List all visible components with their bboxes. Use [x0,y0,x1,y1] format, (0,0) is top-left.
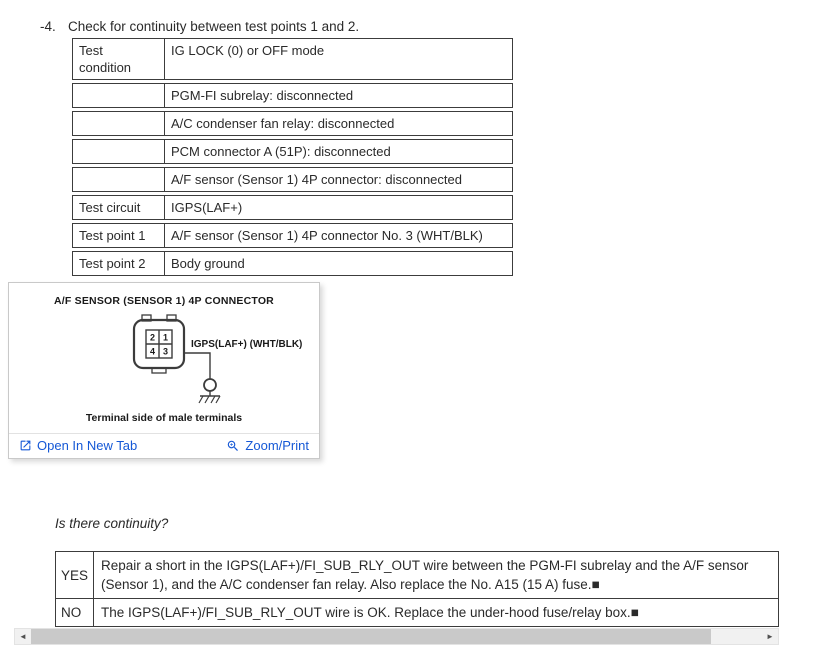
answer-yes-label: YES [56,552,94,599]
figure-image [9,283,319,434]
test-condition-table [72,38,513,279]
horizontal-scrollbar[interactable] [14,628,779,645]
answer-table [55,551,779,627]
answer-yes-text: Repair a short in the IGPS(LAF+)/FI_SUB_RLY_OUT wire between the PGM-FI subrelay and the A/F sensor (Sensor 1), and the A/C condenser fan relay. Also replace the No. A15 (15 A) fuse.■ [94,552,779,599]
pin-number: 4 [149,346,156,357]
table-row [72,167,513,192]
row-label: Test point 2 [73,252,165,275]
pin-number: 1 [162,332,169,343]
table-row [56,552,779,599]
row-value: PCM connector A (51P): disconnected [171,144,391,159]
answer-no-text: The IGPS(LAF+)/FI_SUB_RLY_OUT wire is OK. Replace the under-hood fuse/relay box.■ [94,599,779,627]
scrollbar-track[interactable] [31,629,762,644]
open-in-new-tab-icon [19,439,32,452]
continuity-question: Is there continuity? [55,516,169,531]
table-row [56,599,779,627]
row-label: Test condition [73,39,165,79]
wire-label: IGPS(LAF+) (WHT/BLK) [191,339,303,350]
row-label [73,84,165,107]
row-value: A/F sensor (Sensor 1) 4P connector: disconnected [171,172,462,187]
figure-caption: Terminal side of male terminals [85,412,243,424]
row-label [73,140,165,163]
table-row [72,195,513,220]
zoom-print-link[interactable] [226,438,309,453]
open-in-new-tab-label: Open In New Tab [37,438,138,453]
connector-diagram [14,313,314,411]
table-row [72,223,513,248]
pin-number: 3 [162,346,169,357]
row-value: Body ground [171,256,245,271]
answer-no-label: NO [56,599,94,627]
pin-number: 2 [149,332,156,343]
row-label [73,112,165,135]
row-value: A/F sensor (Sensor 1) 4P connector No. 3 (WHT/BLK) [171,228,483,243]
step-number: -4. [40,19,56,34]
row-label: Test circuit [73,196,165,219]
step-line [40,19,359,34]
row-label [73,168,165,191]
row-value: A/C condenser fan relay: disconnected [171,116,395,131]
figure-title: A/F SENSOR (SENSOR 1) 4P CONNECTOR [54,295,274,307]
table-row [72,111,513,136]
table-row [72,83,513,108]
open-in-new-tab-link[interactable] [19,438,137,453]
step-instruction: Check for continuity between test points 1 and 2. [68,19,360,34]
zoom-icon [226,439,240,453]
scroll-left-button[interactable]: ◄ [15,629,31,644]
table-row [72,251,513,276]
row-value: IG LOCK (0) or OFF mode [171,43,325,58]
scroll-right-button[interactable]: ► [762,629,778,644]
zoom-print-label: Zoom/Print [245,438,309,453]
table-row [72,38,513,80]
figure-panel [8,282,320,459]
table-row [72,139,513,164]
row-label: Test point 1 [73,224,165,247]
row-value: PGM-FI subrelay: disconnected [171,88,354,103]
scrollbar-thumb[interactable] [31,629,711,644]
row-value: IGPS(LAF+) [171,200,243,215]
figure-links [9,434,319,458]
